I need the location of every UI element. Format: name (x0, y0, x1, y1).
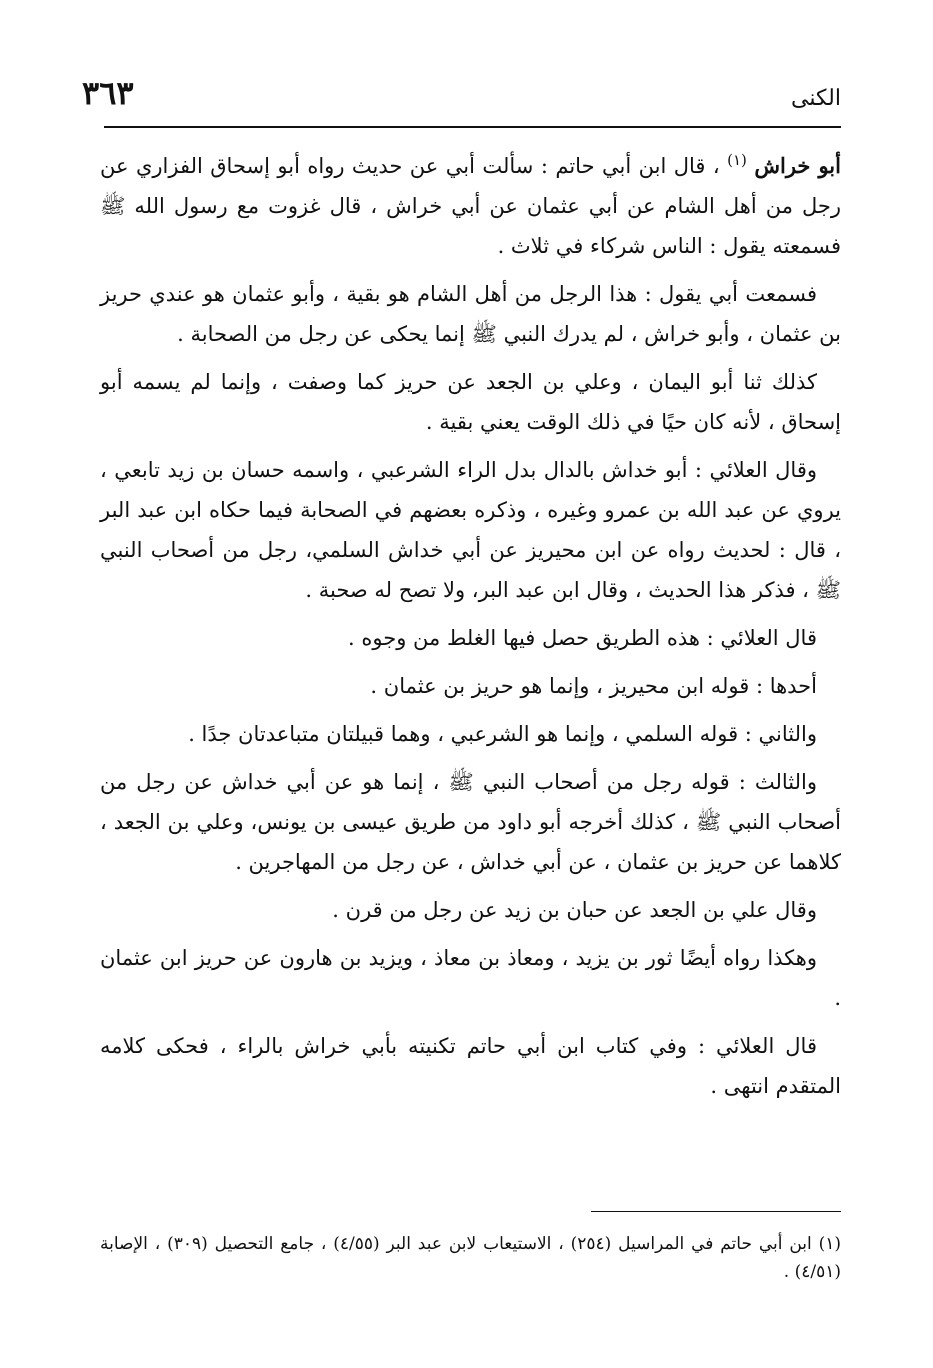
paragraph-3: كذلك ثنا أبو اليمان ، وعلي بن الجعد عن حريز كما وصفت ، وإنما لم يسمه أبو إسحاق ، لأنه كان حيًا في ذلك الوقت يعني بقية . (100, 370, 841, 434)
paragraph-6: أحدها : قوله ابن محيريز ، وإنما هو حريز بن عثمان . (370, 674, 817, 698)
paragraph-8: والثالث : قوله رجل من أصحاب النبي ﷺ ، إنما هو عن أبي خداش عن رجل من أصحاب النبي ﷺ ، كذلك أخرجه أبو داود من طريق عيسى بن يونس، وعلي بن الجعد ، كلاهما عن حريز بن عثمان ، عن أبي خداش ، عن رجل من المهاجرين . (100, 770, 841, 874)
paragraph-2: فسمعت أبي يقول : هذا الرجل من أهل الشام هو بقية ، وأبو عثمان هو عندي حريز بن عثمان ، وأبو خراش ، لم يدرك النبي ﷺ إنما يحكى عن رجل من الصحابة . (100, 282, 841, 346)
paragraph-9: وقال علي بن الجعد عن حبان بن زيد عن رجل من قرن . (332, 898, 817, 922)
paragraph-4: وقال العلائي : أبو خداش بالدال بدل الراء الشرعبي ، واسمه حسان بن زيد تابعي ، يروي عن عبد الله بن عمرو وغيره ، وذكره بعضهم في الصحابة فيما حكاه ابن عبد البر ، قال : لحديث رواه عن ابن محيريز عن أبي خداش السلمي، رجل من أصحاب النبي ﷺ ، فذكر هذا الحديث ، وقال ابن عبد البر، ولا تصح له صحبة . (100, 458, 841, 602)
paragraph-10: وهكذا رواه أيضًا ثور بن يزيد ، ومعاذ بن معاذ ، ويزيد بن هارون عن حريز ابن عثمان . (100, 946, 841, 1010)
paragraph-1 (100, 140, 841, 266)
body-text (100, 140, 841, 1114)
paragraph-7: والثاني : قوله السلمي ، وإنما هو الشرعبي ، وهما قبيلتان متباعدتان جدًا . (188, 722, 817, 746)
paragraph-11: قال العلائي : وفي كتاب ابن أبي حاتم تكنيته بأبي خراش بالراء ، فحكى كلامه المتقدم انتهى . (100, 1034, 841, 1098)
footnote-rule (591, 1211, 841, 1212)
paragraph-5: قال العلائي : هذه الطريق حصل فيها الغلط من وجوه . (348, 626, 817, 650)
page-number: ٣٦٣ (82, 74, 134, 112)
running-head: الكنى (791, 86, 841, 111)
header-rule (104, 126, 841, 128)
paragraph-text: ، قال ابن أبي حاتم : سألت أبي عن حديث رواه أبو إسحاق الفزاري عن رجل من أهل الشام عن أبي عثمان عن أبي خراش ، قال غزوت مع رسول الله ﷺ فسمعته يقول : الناس شركاء في ثلاث . (100, 154, 841, 258)
entry-heading: أبو خراش (754, 153, 841, 178)
footnote: (١) ابن أبي حاتم في المراسيل (٢٥٤) ، الاستيعاب لابن عبد البر (٤/٥٥) ، جامع التحصيل (٣٠٩) ، الإصابة (٤/٥١) . (100, 1234, 841, 1282)
footnote-marker: (١) (727, 151, 747, 169)
